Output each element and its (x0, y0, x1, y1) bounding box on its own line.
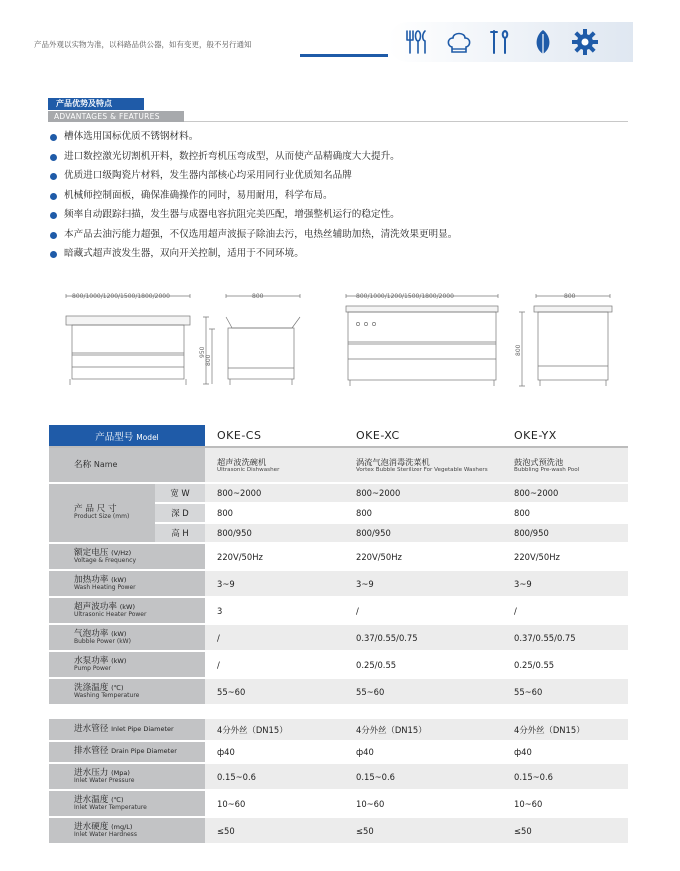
model-column-header: OKE-YX (502, 425, 628, 447)
table-cell: / (344, 597, 502, 624)
table-row (49, 543, 628, 570)
table-row (49, 719, 628, 741)
table-cell: 0.25/0.55 (344, 651, 502, 678)
table-cell: ≤50 (344, 817, 502, 844)
tools-icon (486, 27, 516, 57)
table-cell: 800 (344, 503, 502, 523)
model-column-header: OKE-XC (344, 425, 502, 447)
row-label: 额定电压 (V/Hz) Voltage & Frequency (49, 543, 205, 570)
table-cell: 3~9 (344, 570, 502, 597)
row-label: 进水压力 (Mpa) Inlet Water Pressure (49, 763, 205, 790)
table-cell: 3~9 (205, 570, 344, 597)
feature-item: 优质进口级陶瓷片材料，发生器内部核心均采用同行业优质知名品牌 (50, 170, 457, 190)
section-title: 产品优势及特点 (48, 98, 144, 110)
table-cell: 800 (502, 503, 628, 523)
bullet-icon (50, 232, 57, 239)
table-row (49, 817, 628, 844)
table-cell: 超声波洗碗机 Ultrasonic Dishwasher (205, 447, 344, 483)
bullet-icon (50, 134, 57, 141)
feature-item: 槽体选用国标优质不锈钢材料。 (50, 131, 457, 151)
bullet-icon (50, 212, 57, 219)
table-cell: ≤50 (502, 817, 628, 844)
table-cell: 10~60 (344, 790, 502, 817)
section-divider (184, 121, 628, 122)
bullet-icon (50, 154, 57, 161)
dim-depth-2: 800 (564, 293, 576, 300)
feature-item: 进口数控激光切割机开料，数控折弯机压弯成型，从而使产品精确度大大提升。 (50, 151, 457, 171)
dim-height-1b: 800 (205, 354, 212, 366)
gear-icon (570, 27, 600, 57)
table-cell: 55~60 (502, 678, 628, 705)
table-row (49, 624, 628, 651)
row-label: 产 品 尺 寸 Product Size (mm) (49, 483, 155, 543)
table-cell: 4分外丝（DN15） (344, 719, 502, 741)
table-row (49, 763, 628, 790)
dim-depth-1: 800 (252, 293, 264, 300)
table-cell: 0.15~0.6 (502, 763, 628, 790)
table-cell: 10~60 (502, 790, 628, 817)
size-sub-label: 高 H (155, 523, 205, 543)
table-row (49, 741, 628, 763)
table-gap (49, 705, 628, 719)
table-cell: / (205, 651, 344, 678)
table-cell: ф40 (502, 741, 628, 763)
table-cell: 10~60 (205, 790, 344, 817)
size-sub-label: 深 D (155, 503, 205, 523)
table-cell: 800~2000 (205, 483, 344, 503)
table-cell: 800/950 (344, 523, 502, 543)
row-label: 气泡功率 (kW) Bubble Power (kW) (49, 624, 205, 651)
table-row (49, 790, 628, 817)
chef-hat-icon (444, 27, 474, 57)
size-sub-label: 宽 W (155, 483, 205, 503)
table-cell: ≤50 (205, 817, 344, 844)
feature-item: 暗藏式超声波发生器，双向开关控制，适用于不同环境。 (50, 248, 457, 268)
table-cell: 0.15~0.6 (205, 763, 344, 790)
table-cell: 4分外丝（DN15） (205, 719, 344, 741)
row-label: 排水管径 Drain Pipe Diameter (49, 741, 205, 763)
table-cell: 0.37/0.55/0.75 (344, 624, 502, 651)
table-cell: 涡流气泡消毒洗菜机 Vortex Bubble Sterilizer For Vegetable Washers (344, 447, 502, 483)
feature-item: 本产品去油污能力超强，不仅选用超声波振子除油去污，电热丝辅助加热，清洗效果更明显。 (50, 229, 457, 249)
table-cell: / (502, 597, 628, 624)
section-subtitle: ADVANTAGES & FEATURES (48, 111, 184, 122)
table-cell: 55~60 (344, 678, 502, 705)
table-row-size (49, 483, 628, 503)
dim-height-1a: 950 (199, 346, 206, 358)
table-cell: 800~2000 (502, 483, 628, 503)
table-cell: ф40 (344, 741, 502, 763)
table-cell: 3~9 (502, 570, 628, 597)
table-cell: 220V/50Hz (502, 543, 628, 570)
table-header-row (49, 425, 628, 447)
row-label: 洗涤温度 (℃) Washing Temperature (49, 678, 205, 705)
header-rule (300, 54, 388, 57)
table-row (49, 651, 628, 678)
cutlery-icon (402, 27, 432, 57)
table-cell: 55~60 (205, 678, 344, 705)
dim-height-2: 800 (515, 344, 522, 356)
row-label: 进水硬度 (mg/L) Inlet Water Hardness (49, 817, 205, 844)
table-cell: 220V/50Hz (205, 543, 344, 570)
dim-width-1: 800/1000/1200/1500/1800/2000 (72, 293, 170, 300)
table-cell: 800/950 (205, 523, 344, 543)
table-cell: 800~2000 (344, 483, 502, 503)
bullet-icon (50, 251, 57, 258)
table-row (49, 597, 628, 624)
model-column-header: OKE-CS (205, 425, 344, 447)
table-cell: / (205, 624, 344, 651)
row-label: 加热功率 (kW) Wash Heating Power (49, 570, 205, 597)
table-row (49, 678, 628, 705)
feature-item: 机械师控制面板，确保准确操作的同时，易用耐用，科学布局。 (50, 190, 457, 210)
spec-table (49, 425, 628, 845)
bullet-icon (50, 173, 57, 180)
row-label: 进水管径 Inlet Pipe Diameter (49, 719, 205, 741)
table-cell: 鼓泡式预洗池 Bubbling Pre-wash Pool (502, 447, 628, 483)
table-cell: 0.15~0.6 (344, 763, 502, 790)
table-cell: 0.37/0.55/0.75 (502, 624, 628, 651)
bullet-icon (50, 193, 57, 200)
row-label: 水泵功率 (kW) Pump Power (49, 651, 205, 678)
row-label: 超声波功率 (kW) Ultrasonic Heater Power (49, 597, 205, 624)
icon-band (388, 22, 633, 62)
technical-drawings (52, 284, 632, 404)
feature-item: 频率自动跟踪扫描，发生器与成器电容抗阻完美匹配，增强整机运行的稳定性。 (50, 209, 457, 229)
disclaimer-note: 产品外观以实物为准，以科路品供公器，如有变更，般不另行通知 (34, 40, 252, 49)
table-cell: 3 (205, 597, 344, 624)
row-label: 名称 Name (49, 447, 205, 483)
table-cell: 220V/50Hz (344, 543, 502, 570)
row-label: 进水温度 (℃) Inlet Water Temperature (49, 790, 205, 817)
table-row-name (49, 447, 628, 483)
table-row (49, 570, 628, 597)
dim-width-2: 800/1000/1200/1500/1800/2000 (356, 293, 454, 300)
leaf-icon (528, 27, 558, 57)
table-cell: ф40 (205, 741, 344, 763)
table-cell: 800/950 (502, 523, 628, 543)
table-cell: 0.25/0.55 (502, 651, 628, 678)
table-cell: 4分外丝（DN15） (502, 719, 628, 741)
feature-list (50, 131, 457, 268)
table-cell: 800 (205, 503, 344, 523)
model-header-label: 产品型号 Model (49, 425, 205, 447)
